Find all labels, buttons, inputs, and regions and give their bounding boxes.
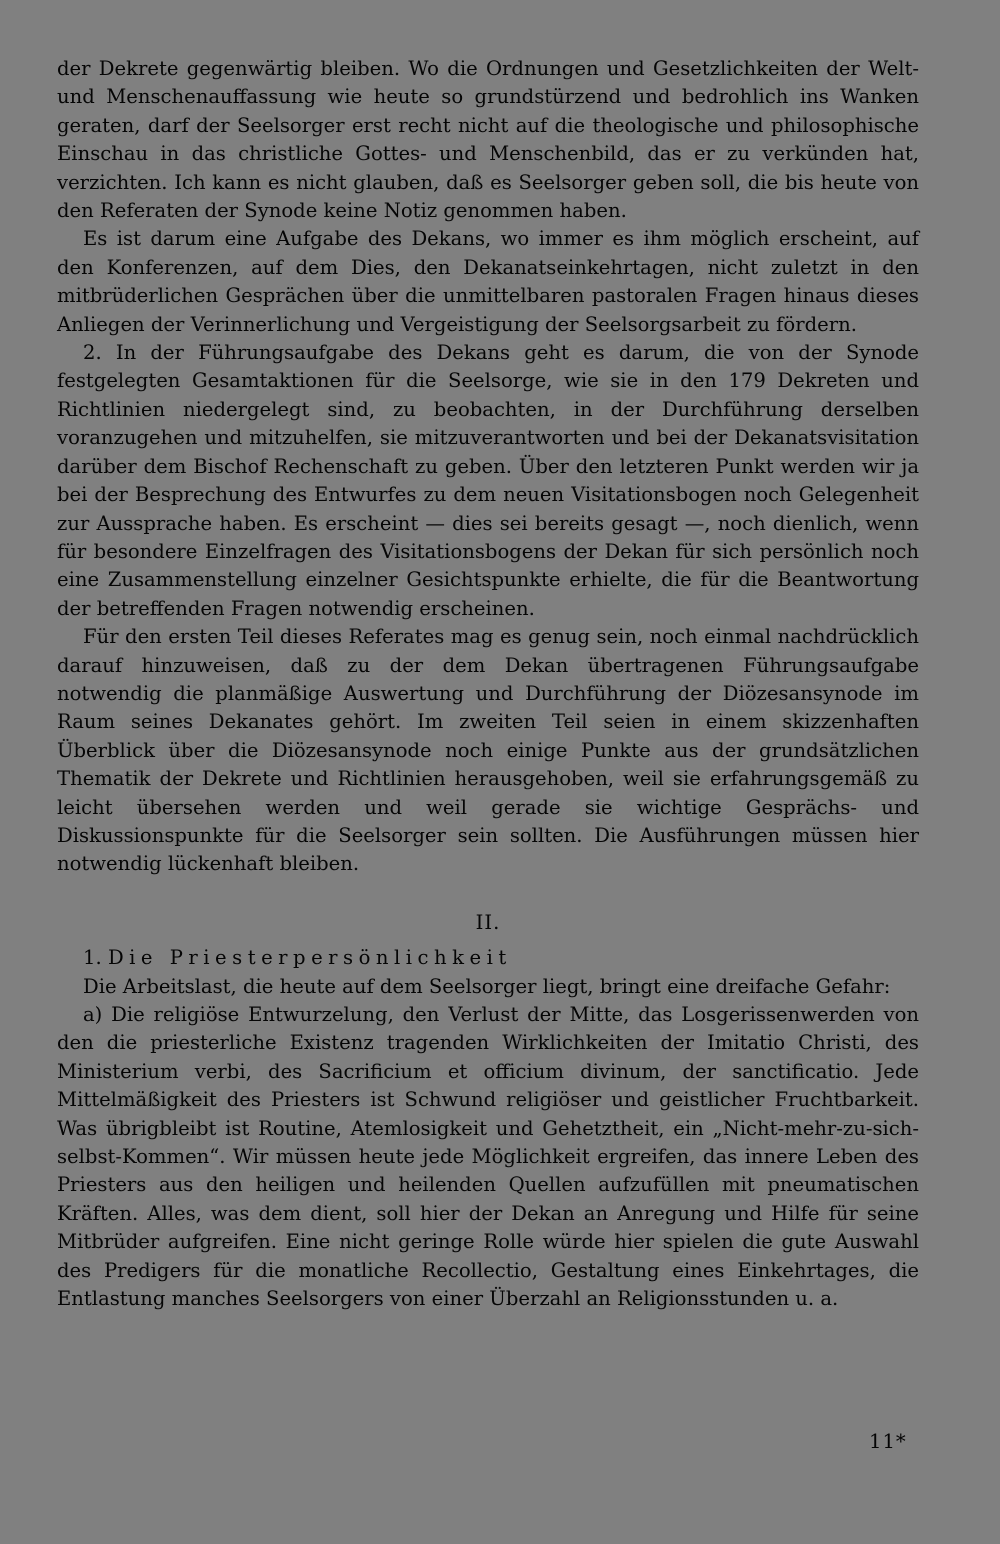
- paragraph-fuehrungsaufgabe: 2. In der Führungsaufgabe des Dekans geht es darum, die von der Synode festgelegten Gesamtaktionen für die Seelsorge, wie sie in den 179 Dekreten und Richtlinien niedergelegt sind, zu beobachten, in der Durchführung derselben voranzugehen und mitzuhelfen, sie mitzuverantworten und bei der Dekanatsvisitation darüber dem Bischof Rechenschaft zu geben. Über den letzteren Punkt werden wir ja bei der Besprechung des Entwurfes zu dem neuen Visitationsbogen noch Gelegenheit zur Aussprache haben. Es erscheint — dies sei bereits gesagt —, noch dienlich, wenn für besondere Einzelfragen des Visitationsbogens der Dekan für sich persönlich noch eine Zusammenstellung einzelner Gesichtspunkte erhielte, die für die Beantwortung der betreffenden Fragen notwendig erscheinen.: [57, 341, 919, 620]
- paragraph-dekan-task: Es ist darum eine Aufgabe des Dekans, wo immer es ihm möglich erscheint, auf den Konferenzen, auf dem Dies, den Dekanatseinkehrtagen, nicht zuletzt in den mitbrüderlichen Gesprächen über die unmittelbaren pastoralen Fragen hinaus dieses Anliegen der Verinnerlichung und Vergeistigung der Seelsorgsarbeit zu fördern.: [57, 227, 919, 336]
- page-number: 11*: [869, 1430, 907, 1453]
- section-number: II.: [475, 910, 501, 934]
- subheading-title: Die Priesterpersönlichkeit: [107, 946, 512, 970]
- paragraph-entwurzelung: a) Die religiöse Entwurzelung, den Verlust der Mitte, das Losgerissenwerden von den die priesterliche Existenz tragenden Wirklichkeiten der Imitatio Christi, des Ministerium verbi, des Sacrificium et officium divinum, der sanctificatio. Jede Mittelmäßigkeit des Priesters ist Schwund religiöser und geistlicher Fruchtbarkeit. Was übrigbleibt ist Routine, Atemlosigkeit und Gehetztheit, ein „Nicht-mehr-zu-sich-selbst-Kommen“. Wir müssen heute jede Möglichkeit ergreifen, das innere Leben des Priesters aus den heiligen und heilenden Quellen aufzufüllen mit pneumatischen Kräften. Alles, was dem dient, soll hier der Dekan an Anregung und Hilfe für seine Mitbrüder aufgreifen. Eine nicht geringe Rolle würde hier spielen die gute Auswahl des Predigers für die monatliche Recollectio, Gestaltung eines Einkehrtages, die Entlastung manches Seelsorgers von einer Überzahl an Religionsstunden u. a.: [57, 1003, 919, 1311]
- subheading: [57, 944, 919, 972]
- paragraph-arbeitslast: Die Arbeitslast, die heute auf dem Seelsorger liegt, bringt eine dreifache Gefahr:: [83, 974, 891, 998]
- paragraph-first-part-summary: Für den ersten Teil dieses Referates mag es genug sein, noch einmal nachdrücklich darauf hinzuweisen, daß zu der dem Dekan übertragenen Führungsaufgabe notwendig die planmäßige Auswertung und Durchführung der Diözesansynode im Raum seines Dekanates gehört. Im zweiten Teil seien in einem skizzenhaften Überblick über die Diözesansynode noch einige Punkte aus der grundsätzlichen Thematik der Dekrete und Richtlinien herausgehoben, weil sie erfahrungsgemäß zu leicht übersehen werden und weil gerade sie wichtige Gesprächs- und Diskussionspunkte für die Seelsorger sein sollten. Die Ausführungen müssen hier notwendig lückenhaft bleiben.: [57, 625, 919, 876]
- body-text: [57, 55, 919, 1313]
- subheading-number: 1.: [83, 946, 102, 970]
- paragraph-continuation: der Dekrete gegenwärtig bleiben. Wo die Ordnungen und Gesetzlichkeiten der Welt- und Menschenauffassung wie heute so grundstürzend und bedrohlich ins Wanken geraten, darf der Seelsorger erst recht nicht auf die theologische und philosophische Einschau in das christliche Gottes- und Menschenbild, das er zu verkünden hat, verzichten. Ich kann es nicht glauben, daß es Seelsorger geben soll, die bis heute von den Referaten der Synode keine Notiz genommen haben.: [57, 57, 919, 223]
